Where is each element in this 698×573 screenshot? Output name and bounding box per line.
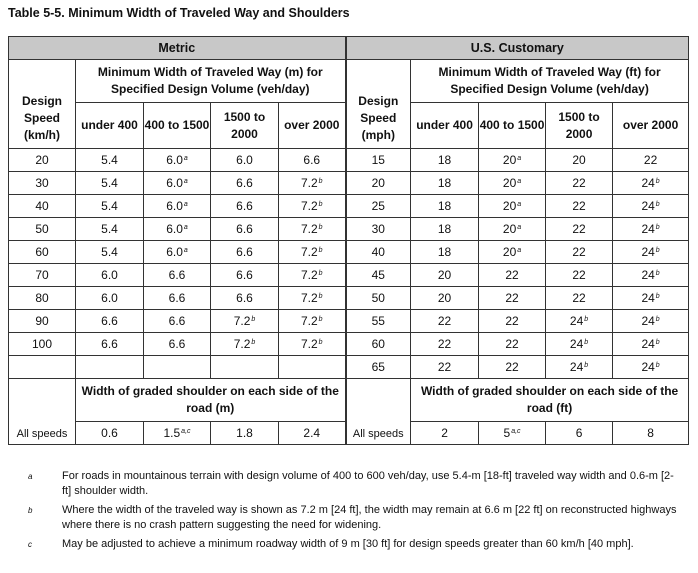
cell-value: 24 [641,176,655,190]
cell-value: 6.0 [101,268,118,282]
metric-width-cell [279,356,346,379]
cell-value: 18 [437,245,452,259]
footnote-ref: a [183,201,188,208]
cell-value: 6.6 [101,314,118,328]
cell-value: 22 [572,245,586,259]
us-width-cell [613,172,689,195]
cell-value: 22 [505,337,519,351]
cell-value: 18 [437,176,452,190]
metric-col-header: 1500 to 2000 [211,103,279,149]
metric-width-cell [76,264,144,287]
cell-value: 7.2 [300,199,318,213]
cell-value: 50 [35,222,49,236]
cell-value: 45 [371,268,385,282]
footnote-ref: b [584,339,589,346]
us-width-cell [411,241,479,264]
cell-value: 6.6 [303,153,321,167]
footnote-ref: b [655,270,660,277]
metric-speed-cell [9,264,76,287]
cell-value: 22 [505,291,519,305]
us-shoulder-cell [546,422,613,445]
footnote-ref: b [318,224,323,231]
footnote-ref: b [655,316,660,323]
cell-value: 40 [371,245,385,259]
cell-value: 50 [371,291,385,305]
cell-value: 7.2 [300,222,318,236]
footnote-ref: a [517,201,522,208]
footnote-ref: b [655,293,660,300]
us-width-cell [479,195,546,218]
us-width-cell [411,218,479,241]
cell-value: 6.0 [236,153,253,167]
cell-value: 1.5 [163,426,181,440]
us-speed-cell [346,218,411,241]
us-speed-cell [346,310,411,333]
cell-value: 6.6 [236,199,253,213]
footnote-ref: b [655,224,660,231]
us-all-speeds: All speeds [346,379,411,445]
cell-value: 22 [572,176,586,190]
us-width-cell [479,264,546,287]
metric-width-cell [76,195,144,218]
footnote-text: Where the width of the traveled way is shown as 7.2 m [24 ft], the width may remain at 6.6 m [22 ft] on reconstructed highways where there is no crash pattern suggesting the need for widening. [62,504,677,531]
cell-value: 7.2 [233,337,251,351]
metric-width-cell [76,241,144,264]
metric-speed-cell [9,287,76,310]
us-width-cell [613,218,689,241]
footnote-ref: b [251,339,256,346]
footnote-mark: a [28,472,33,481]
cell-value: 60 [371,337,385,351]
us-speed-cell [346,333,411,356]
metric-width-cell [279,149,346,172]
cell-value: 6.6 [168,268,186,282]
us-width-cell [613,149,689,172]
us-shoulder-header: Width of graded shoulder on each side of the road (ft) [411,379,689,422]
us-width-cell [479,356,546,379]
metric-width-cell [76,149,144,172]
metric-speed-header: Design Speed (km/h) [9,60,76,149]
us-width-cell [479,287,546,310]
footnote-ref: a [517,224,522,231]
metric-width-cell [211,218,279,241]
footnote-ref: a [183,155,188,162]
footnote-ref: a [517,247,522,254]
cell-value: 6 [575,426,583,440]
cell-value: 18 [437,222,452,236]
us-width-cell [479,149,546,172]
metric-width-cell [279,218,346,241]
table-row [9,333,689,356]
metric-group-header: Minimum Width of Traveled Way (m) for Specified Design Volume (veh/day) [76,60,346,103]
us-speed-cell [346,149,411,172]
footnote-ref: b [655,201,660,208]
metric-width-cell [211,310,279,333]
cell-value: 24 [641,291,655,305]
cell-value: 20 [371,176,385,190]
footnote-mark: b [28,506,33,515]
us-col-header: 400 to 1500 [479,103,546,149]
table-row [9,264,689,287]
metric-width-cell [279,241,346,264]
us-header: U.S. Customary [346,37,689,60]
metric-width-cell [211,241,279,264]
cell-value: 15 [371,153,385,167]
cell-value: 60 [35,245,49,259]
cell-value: 40 [35,199,49,213]
cell-value: 5.4 [101,245,118,259]
cell-value: 7.2 [300,291,318,305]
cell-value: 20 [502,176,517,190]
us-width-cell [613,287,689,310]
metric-width-cell [279,264,346,287]
cell-value: 20 [502,199,517,213]
us-width-cell [411,149,479,172]
metric-width-cell [144,310,211,333]
footnote-ref: b [655,247,660,254]
cell-value: 6.0 [101,291,118,305]
us-width-cell [411,172,479,195]
footnote-ref: b [655,339,660,346]
us-width-cell [411,287,479,310]
footnote-ref: b [584,362,589,369]
cell-value: 6.0 [166,199,183,213]
cell-value: 65 [371,360,385,374]
us-width-cell [546,172,613,195]
cell-value: 6.0 [166,222,183,236]
metric-width-cell [211,172,279,195]
us-width-cell [546,264,613,287]
cell-value: 24 [641,360,655,374]
cell-value: 1.8 [236,426,253,440]
metric-width-cell [144,264,211,287]
metric-width-cell [211,149,279,172]
footnote-ref: b [251,316,256,323]
cell-value: 2 [441,426,448,440]
metric-speed-cell [9,218,76,241]
us-speed-cell [346,356,411,379]
cell-value: 25 [371,199,385,213]
us-width-cell [546,218,613,241]
us-width-cell [546,333,613,356]
cell-value: 5.4 [101,176,118,190]
metric-width-cell [144,195,211,218]
footnote-mark: c [28,540,32,549]
footnote-ref: b [655,178,660,185]
metric-speed-cell [9,172,76,195]
cell-value: 20 [572,153,586,167]
cell-value: 20 [502,222,517,236]
us-width-cell [546,241,613,264]
table-row [9,218,689,241]
cell-value: 2.4 [303,426,321,440]
cell-value: 7.2 [300,268,318,282]
metric-width-cell [211,264,279,287]
cell-value: 6.6 [168,314,186,328]
cell-value: 22 [572,268,586,282]
us-width-cell [613,264,689,287]
cell-value: 5.4 [101,199,118,213]
footnote-ref: a [183,178,188,185]
us-col-header: under 400 [411,103,479,149]
footnote-ref: b [584,316,589,323]
footnote-ref: b [318,247,323,254]
us-speed-cell [346,172,411,195]
metric-all-speeds: All speeds [9,379,76,445]
metric-width-cell [279,310,346,333]
cell-value: 6.6 [236,222,253,236]
footnote-text: May be adjusted to achieve a minimum roadway width of 9 m [30 ft] for design speeds greater than 60 km/h [40 mph]. [62,538,634,550]
metric-shoulder-cell [211,422,279,445]
metric-shoulder-cell [279,422,346,445]
us-speed-cell [346,195,411,218]
footnote-ref: a [183,247,188,254]
cell-value: 6.6 [168,291,186,305]
cell-value: 55 [371,314,385,328]
cell-value: 24 [641,268,655,282]
metric-width-cell [144,287,211,310]
metric-width-cell [144,149,211,172]
metric-width-cell [279,172,346,195]
footnote-text: For roads in mountainous terrain with design volume of 400 to 600 veh/day, use 5.4-m [18-ft] traveled way width and 0.6-m [2-ft] shoulder width. [62,470,674,497]
footnote-ref: b [318,270,323,277]
cell-value: 30 [371,222,385,236]
cell-value: 7.2 [300,337,318,351]
cell-value: 24 [641,222,655,236]
cell-value: 6.6 [236,245,253,259]
metric-shoulder-cell [76,422,144,445]
cell-value: 80 [35,291,49,305]
us-width-cell [613,310,689,333]
cell-value: 5.4 [101,222,118,236]
us-shoulder-cell [411,422,479,445]
cell-value: 22 [572,199,586,213]
metric-width-cell [144,218,211,241]
metric-width-cell [144,333,211,356]
metric-col-header: 400 to 1500 [144,103,211,149]
us-shoulder-cell [479,422,546,445]
metric-width-cell [144,356,211,379]
us-col-header: over 2000 [613,103,689,149]
us-col-header: 1500 to 2000 [546,103,613,149]
cell-value: 20 [35,153,49,167]
footnote-ref: a,c [181,428,191,435]
metric-width-cell [76,310,144,333]
cell-value: 6.0 [166,245,183,259]
cell-value: 22 [437,337,452,351]
footnote-ref: b [318,339,323,346]
cell-value: 100 [31,337,53,351]
us-width-cell [546,195,613,218]
cell-value: 7.2 [300,176,318,190]
metric-width-cell [76,287,144,310]
cell-value: 22 [437,360,452,374]
metric-shoulder-header: Width of graded shoulder on each side of the road (m) [76,379,346,422]
us-speed-header: Design Speed (mph) [346,60,411,149]
us-width-cell [411,264,479,287]
cell-value: 22 [505,360,519,374]
table-title: Table 5-5. Minimum Width of Traveled Way and Shoulders [8,6,350,20]
us-width-cell [613,195,689,218]
us-width-cell [546,310,613,333]
us-width-cell [479,218,546,241]
metric-width-cell [211,195,279,218]
cell-value: 6.6 [236,268,253,282]
us-width-cell [479,241,546,264]
cell-value: 24 [641,199,655,213]
metric-speed-cell [9,356,76,379]
cell-value: 6.0 [166,153,183,167]
metric-speed-cell [9,310,76,333]
cell-value: 7.2 [300,314,318,328]
cell-value: 20 [437,291,452,305]
us-width-cell [411,310,479,333]
cell-value: 22 [572,222,586,236]
metric-width-cell [76,333,144,356]
cell-value: 22 [505,314,519,328]
metric-width-cell [279,333,346,356]
table-row [9,172,689,195]
metric-width-cell [211,333,279,356]
cell-value: 22 [572,291,586,305]
metric-col-header: under 400 [76,103,144,149]
us-width-cell [546,356,613,379]
metric-width-cell [144,172,211,195]
metric-speed-cell [9,149,76,172]
us-width-cell [479,333,546,356]
metric-width-cell [211,356,279,379]
us-shoulder-cell [613,422,689,445]
cell-value: 20 [502,245,517,259]
us-speed-cell [346,287,411,310]
cell-value: 30 [35,176,49,190]
metric-width-cell [144,241,211,264]
cell-value: 24 [569,360,584,374]
us-width-cell [613,356,689,379]
us-width-cell [613,333,689,356]
us-width-cell [546,287,613,310]
cell-value: 70 [35,268,49,282]
us-width-cell [411,195,479,218]
metric-width-cell [76,356,144,379]
us-speed-cell [346,241,411,264]
cell-value: 5.4 [101,153,118,167]
cell-value: 18 [437,153,452,167]
metric-speed-cell [9,195,76,218]
cell-value: 6.0 [166,176,183,190]
table-row [9,241,689,264]
us-width-cell [613,241,689,264]
cell-value: 20 [437,268,452,282]
footnote-ref: b [318,316,323,323]
cell-value: 6.6 [236,291,253,305]
table-row [9,195,689,218]
metric-width-cell [279,287,346,310]
cell-value: 24 [569,314,584,328]
cell-value: 7.2 [300,245,318,259]
cell-value: 8 [647,426,654,440]
cell-value: 24 [641,245,655,259]
footnote-ref: a [517,178,522,185]
cell-value: 6.6 [101,337,118,351]
cell-value: 0.6 [101,426,118,440]
table-row [9,310,689,333]
us-width-cell [479,310,546,333]
cell-value: 20 [502,153,517,167]
metric-width-cell [279,195,346,218]
footnote-ref: b [655,362,660,369]
cell-value: 24 [569,337,584,351]
cell-value: 7.2 [233,314,251,328]
cell-value: 90 [35,314,49,328]
metric-header: Metric [9,37,346,60]
table-row [9,287,689,310]
cell-value: 24 [641,337,655,351]
cell-value: 22 [437,314,452,328]
cell-value: 18 [437,199,452,213]
us-speed-cell [346,264,411,287]
min-width-table [8,36,689,445]
cell-value: 5 [503,426,511,440]
footnote-ref: a,c [511,428,521,435]
footnote-ref: b [318,178,323,185]
table-row [9,356,689,379]
metric-shoulder-cell [144,422,211,445]
cell-value: 22 [505,268,519,282]
metric-width-cell [211,287,279,310]
us-width-cell [411,356,479,379]
table-row [9,149,689,172]
footnote-ref: a [517,155,522,162]
metric-col-header: over 2000 [279,103,346,149]
metric-speed-cell [9,333,76,356]
us-width-cell [479,172,546,195]
us-group-header: Minimum Width of Traveled Way (ft) for Specified Design Volume (veh/day) [411,60,689,103]
footnote-ref: a [183,224,188,231]
us-width-cell [411,333,479,356]
cell-value: 6.6 [236,176,253,190]
cell-value: 22 [643,153,658,167]
cell-value: 6.6 [168,337,186,351]
cell-value: 24 [641,314,655,328]
footnote-ref: b [318,293,323,300]
us-width-cell [546,149,613,172]
footnote-ref: b [318,201,323,208]
metric-speed-cell [9,241,76,264]
metric-width-cell [76,172,144,195]
metric-width-cell [76,218,144,241]
